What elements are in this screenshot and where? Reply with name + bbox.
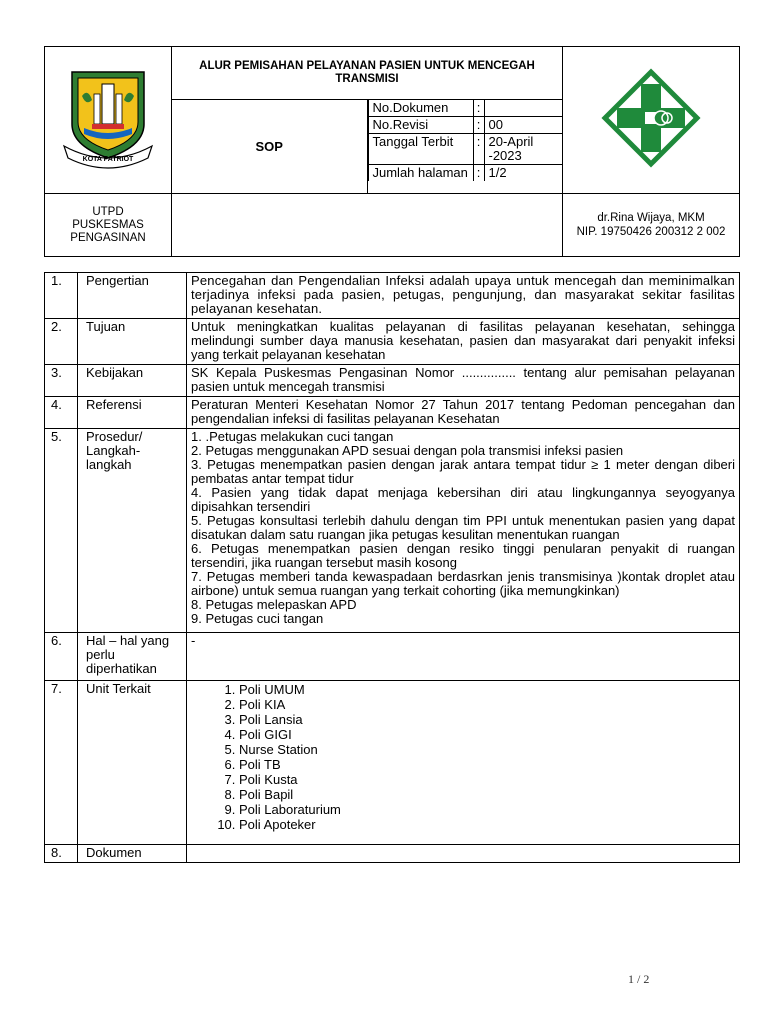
signer-name: dr.Rina Wijaya, MKM — [597, 212, 705, 224]
section-row — [45, 319, 740, 365]
meta-sep: : — [473, 165, 484, 182]
procedure-step: 1. .Petugas melakukan cuci tangan — [191, 429, 394, 444]
procedure-step: 4. Pasien yang tidak dapat menjaga kebersihan diri atau lingkungannya seyogyanya dipisahkan tersendiri — [191, 485, 735, 514]
procedure-step: 5. Petugas konsultasi terlebih dahulu dengan tim PPI untuk menentukan pasien yang dapat disatukan dalam satu ruangan jika petugas kesulitan menentukan ruangan — [191, 513, 735, 542]
section-number: 6. — [45, 633, 78, 681]
empty-middle-cell — [172, 194, 563, 257]
meta-row — [368, 134, 562, 165]
meta-value: 20-April -2023 — [484, 134, 562, 165]
meta-sep: : — [473, 134, 484, 165]
section-row — [45, 397, 740, 429]
section-row — [45, 633, 740, 681]
section-label: Hal – hal yang perlu diperhatikan — [78, 633, 187, 681]
meta-row — [368, 100, 562, 117]
meta-sep: : — [473, 117, 484, 134]
section-row — [45, 365, 740, 397]
meta-value — [484, 100, 562, 117]
section-number: 1. — [45, 273, 78, 319]
list-item: 7. Poli Kusta — [239, 772, 735, 787]
section-row — [45, 429, 740, 633]
header-table — [44, 46, 740, 257]
org-name: PUSKESMAS — [72, 218, 144, 231]
organization-cell — [45, 194, 172, 257]
procedure-step: 2. Petugas menggunakan APD sesuai dengan pola transmisi infeksi pasien — [191, 443, 624, 458]
section-row — [45, 273, 740, 319]
unit-list-cell — [187, 681, 740, 845]
section-label: Referensi — [78, 397, 187, 429]
list-item: 4. Poli GIGI — [239, 727, 735, 742]
meta-label: No.Revisi — [368, 117, 473, 134]
section-text: - — [187, 633, 740, 681]
page-number: 1 / 2 — [628, 972, 650, 986]
procedure-step: 8. Petugas melepaskan APD — [191, 597, 357, 612]
city-emblem-icon — [58, 66, 158, 170]
section-label: Pengertian — [78, 273, 187, 319]
section-number: 5. — [45, 429, 78, 633]
emblem-motto: KOTA PATRIOT — [82, 155, 134, 163]
city-emblem-cell — [45, 47, 172, 194]
section-text: Pencegahan dan Pengendalian Infeksi adalah upaya untuk mencegah dan meminimalkan terjadinya infeksi pada pasien, petugas, pengunjung, dan masyarakat sekitar fasilitas pelayanan kesehatan. — [187, 273, 740, 319]
document-meta-cell — [367, 100, 563, 194]
meta-value: 1/2 — [484, 165, 562, 182]
sop-label: SOP — [172, 100, 368, 194]
procedure-step: 3. Petugas menempatkan pasien dengan jarak antara tempat tidur ≥ 1 meter dengan diberi pembatas antar tempat tidur — [191, 457, 735, 486]
section-row — [45, 681, 740, 845]
meta-row — [368, 165, 562, 182]
document-title: ALUR PEMISAHAN PELAYANAN PASIEN UNTUK MENCEGAH TRANSMISI — [172, 47, 563, 100]
signer-nip: NIP. 19750426 200312 2 002 — [576, 226, 726, 238]
meta-value: 00 — [484, 117, 562, 134]
procedure-step: 7. Petugas memberi tanda kewaspadaan berdasrkan jenis transmisinya )kontak droplet atau airbone) untuk semua ruangan yang terkait cohorting (jika memungkinkan) — [191, 569, 735, 598]
list-item: 3. Poli Lansia — [239, 712, 735, 727]
section-number: 7. — [45, 681, 78, 845]
document-meta — [368, 100, 563, 181]
procedure-step: 6. Petugas menempatkan pasien dengan resiko tinggi penularan penyakit di ruangan tersendiri, jika ruangan tersebut masih kosong — [191, 541, 735, 570]
section-text: SK Kepala Puskesmas Pengasinan Nomor ............... tentang alur pemisahan pelayanan pasien untuk mencegah transmisi — [187, 365, 740, 397]
section-number: 8. — [45, 845, 78, 863]
meta-sep: : — [473, 100, 484, 117]
section-number: 4. — [45, 397, 78, 429]
meta-label: No.Dokumen — [368, 100, 473, 117]
section-label: Dokumen — [78, 845, 187, 863]
org-location: PENGASINAN — [70, 231, 146, 244]
procedure-steps — [187, 429, 740, 633]
puskesmas-logo-icon — [601, 68, 701, 168]
section-label: Kebijakan — [78, 365, 187, 397]
section-number: 3. — [45, 365, 78, 397]
list-item: 8. Poli Bapil — [239, 787, 735, 802]
list-item: 9. Poli Laboraturium — [239, 802, 735, 817]
puskesmas-logo-cell — [563, 47, 740, 194]
list-item: 10. Poli Apoteker — [239, 817, 735, 832]
section-label: Prosedur/ Langkah-langkah — [78, 429, 187, 633]
org-unit: UTPD — [92, 205, 124, 218]
meta-row — [368, 117, 562, 134]
section-label: Unit Terkait — [78, 681, 187, 845]
list-item: 5. Nurse Station — [239, 742, 735, 757]
section-text: Peraturan Menteri Kesehatan Nomor 27 Tahun 2017 tentang Pedoman pencegahan dan pengendalian infeksi di fasilitas pelayanan Kesehatan — [187, 397, 740, 429]
signer-cell — [563, 194, 740, 257]
section-label: Tujuan — [78, 319, 187, 365]
unit-list — [191, 682, 735, 832]
meta-label: Jumlah halaman — [368, 165, 473, 182]
list-item: 1. Poli UMUM — [239, 682, 735, 697]
meta-label: Tanggal Terbit — [368, 134, 473, 165]
list-item: 2. Poli KIA — [239, 697, 735, 712]
sop-content-table — [44, 272, 740, 863]
procedure-step: 9. Petugas cuci tangan — [191, 611, 324, 626]
section-number: 2. — [45, 319, 78, 365]
section-row — [45, 845, 740, 863]
section-text: Untuk meningkatkan kualitas pelayanan di fasilitas pelayanan kesehatan, sehingga melindungi sumber daya manusia kesehatan, pasien dan masyarakat dari penyakit infeksi yang terkait pelayanan kesehatan — [187, 319, 740, 365]
section-text — [187, 845, 740, 863]
list-item: 6. Poli TB — [239, 757, 735, 772]
